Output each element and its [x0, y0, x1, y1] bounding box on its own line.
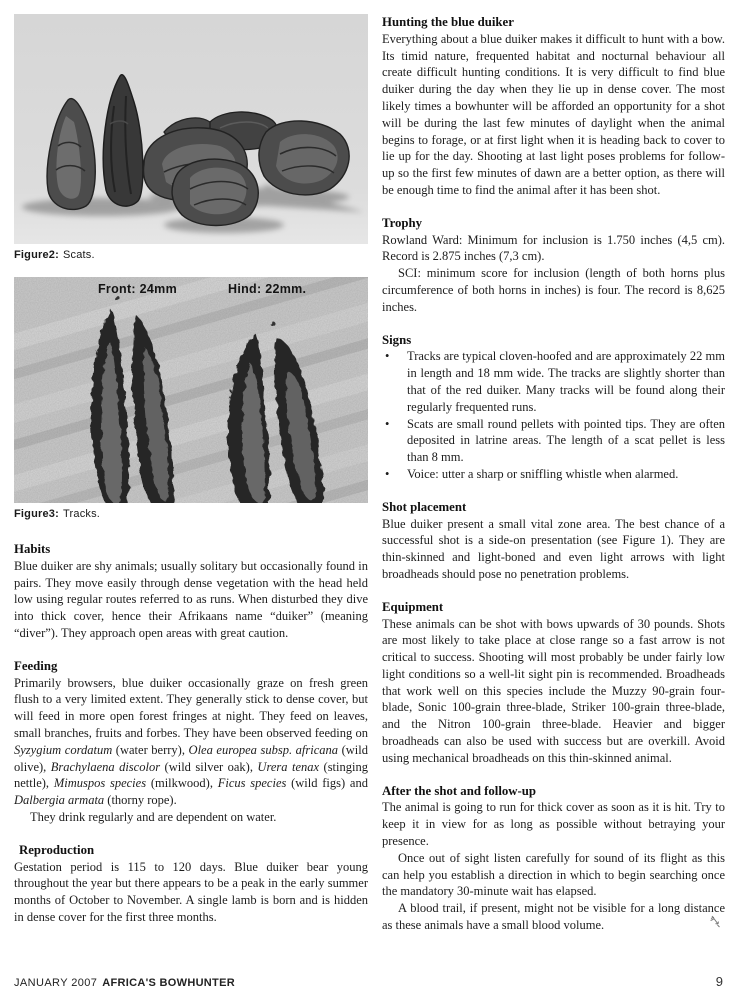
hunting-heading: Hunting the blue duiker	[382, 15, 514, 29]
shot-placement-heading: Shot placement	[382, 499, 467, 514]
signs-bullet-voice	[382, 466, 725, 483]
signs-bullet-scats	[382, 416, 725, 466]
page-footer	[14, 973, 725, 989]
after-shot-paragraph-3	[382, 900, 725, 934]
reproduction-paragraph: Gestation period is 115 to 120 days. Blue duiker bear young throughout the year but there appears to be a peak in the early summer months of October to November. A single lamb is born and is hidden in dense cover for the first three months.	[14, 859, 368, 924]
habits-heading: Habits	[14, 542, 51, 556]
bullet-icon: •	[385, 416, 390, 431]
figure2-caption	[14, 248, 368, 262]
feeding-heading: Feeding	[14, 658, 58, 673]
hind-track-label: Hind: 22mm.	[228, 282, 307, 296]
bullet-icon: •	[385, 349, 390, 364]
figure2-caption-label: Figure2:	[14, 249, 59, 261]
equipment-paragraph: These animals can be shot with bows upwards of 30 pounds. Shots are most likely to take place at close range so a fast arrow is not critical to success. Shooting will most probably be under fairly low light conditions so a well-lit sight pin is recommended. Broadheads that work well on this species include the Muzzy 90-grain four-blade, Sonic 100-grain three-blade, Striker 100-grain three-blade, and the Nitron 100-grain three-blade. Heavier and bigger broadheads can also be used with success but are overkill. Avoid using mechanical broadheads on this thin-skinned animal.	[382, 616, 725, 765]
signs-bullet-tracks-text: Tracks are typical cloven-hoofed and are approximately 22 mm in length and 18 mm wide. The tracks are slightly shorter than that of the red duiker. Many tracks will be found along their regularly frequented runs.	[407, 349, 725, 414]
bullet-icon: •	[385, 466, 390, 481]
end-of-article-icon	[694, 915, 721, 933]
right-column	[382, 14, 725, 934]
page-number: 9	[715, 974, 723, 989]
two-column-layout	[14, 14, 725, 934]
footer-magazine-title: AFRICA'S BOWHUNTER	[102, 977, 235, 989]
feeding-paragraph-2: They drink regularly and are dependent on water.	[30, 809, 277, 824]
trophy-paragraph-1: Rowland Ward: Minimum for inclusion is 1.750 inches (4,5 cm). Record is 2.875 inches (7,3 cm).	[382, 232, 725, 264]
tracks-illustration	[14, 277, 368, 503]
signs-bullet-voice-text: Voice: utter a sharp or sniffling whistle when alarmed.	[407, 466, 679, 481]
habits-paragraph: Blue duiker are shy animals; usually solitary but occasionally found in pairs. They move easily through dense vegetation with the head held low using regular routes referred to as runs. When disturbed they dive into thick cover, hence their Afrikaans name “duiker” (meaning “diver”). They approach open areas with great caution.	[14, 558, 368, 640]
scats-illustration	[14, 14, 368, 244]
shot-placement-paragraph: Blue duiker present a small vital zone area. The best chance of a successful shot is a side-on presentation (see Figure 1). They are thin-skinned and light-boned and even light arrows with light broadheads should pose no penetration problems.	[382, 516, 725, 581]
figure2-scats	[14, 14, 368, 262]
figure3-caption	[14, 507, 368, 521]
signs-bullet-scats-text: Scats are small round pellets with pointed tips. They are often deposited in latrine areas. The length of a scat pellet is less than 8 mm.	[407, 416, 725, 465]
after-shot-paragraph-2: Once out of sight listen carefully for sound of its flight as this can help you establish a direction in which to begin searching once the mandatory 30-minute wait has elapsed.	[382, 850, 725, 899]
front-track-label: Front: 24mm	[98, 282, 178, 296]
figure3-caption-text: Tracks.	[63, 508, 101, 520]
reproduction-heading: Reproduction	[19, 842, 95, 857]
feeding-paragraph: Primarily browsers, blue duiker occasionally graze on fresh green flush to a very limited extent. They generally stick to dense cover, but will feed in more open forest fringes at night. They feed on leaves, small branches, fruits and forbes. They have been observed feeding on Syzygium cordatum (water berry), Olea europea subsp. africana (wild olive), Brachylaena discolor (wild silver oak), Urera tenax (stinging nettle), Mimuspos species (milkwood), Ficus species (wild figs) and Dalbergia armata (thorny rope).	[14, 675, 368, 808]
after-shot-heading: After the shot and follow-up	[382, 783, 537, 798]
after-shot-paragraph-3-text: A blood trail, if present, might not be visible for a long distance as these animals have a small blood volume.	[382, 901, 725, 933]
trophy-heading: Trophy	[382, 215, 423, 230]
figure3-caption-label: Figure3:	[14, 508, 59, 520]
signs-bullet-tracks	[382, 348, 725, 415]
figure2-caption-text: Scats.	[63, 249, 95, 261]
hunting-paragraph: Everything about a blue duiker makes it difficult to hunt with a bow. Its timid nature, frequented habitat and nocturnal behaviour all create difficult hunting conditions. It is very difficult to find blue duiker during the day when they lie up in dense cover. The most likely times a bowhunter will be afforded an opportunity for a shot will be during the last few minutes of daylight when the animal begins to forage, or at first light when it is heading back to cover to lie up for the day. Shooting at last light poses problems for follow-up so the first few minutes of dawn are a better option, as there will be enough time to find the animal after it has been shot.	[382, 31, 725, 197]
equipment-heading: Equipment	[382, 599, 444, 614]
figure3-tracks	[14, 277, 368, 521]
trophy-paragraph-2: SCI: minimum score for inclusion (length of both horns plus circumference of both horns in inches) is four. The record is 8,625 inches.	[382, 266, 725, 314]
footer-issue-date: JANUARY 2007	[14, 977, 98, 989]
left-column	[14, 14, 368, 934]
signs-heading: Signs	[382, 332, 412, 347]
after-shot-paragraph-1: The animal is going to run for thick cover as soon as it is hit. Try to keep it in view for as long as possible without betraying your presence.	[382, 800, 725, 849]
